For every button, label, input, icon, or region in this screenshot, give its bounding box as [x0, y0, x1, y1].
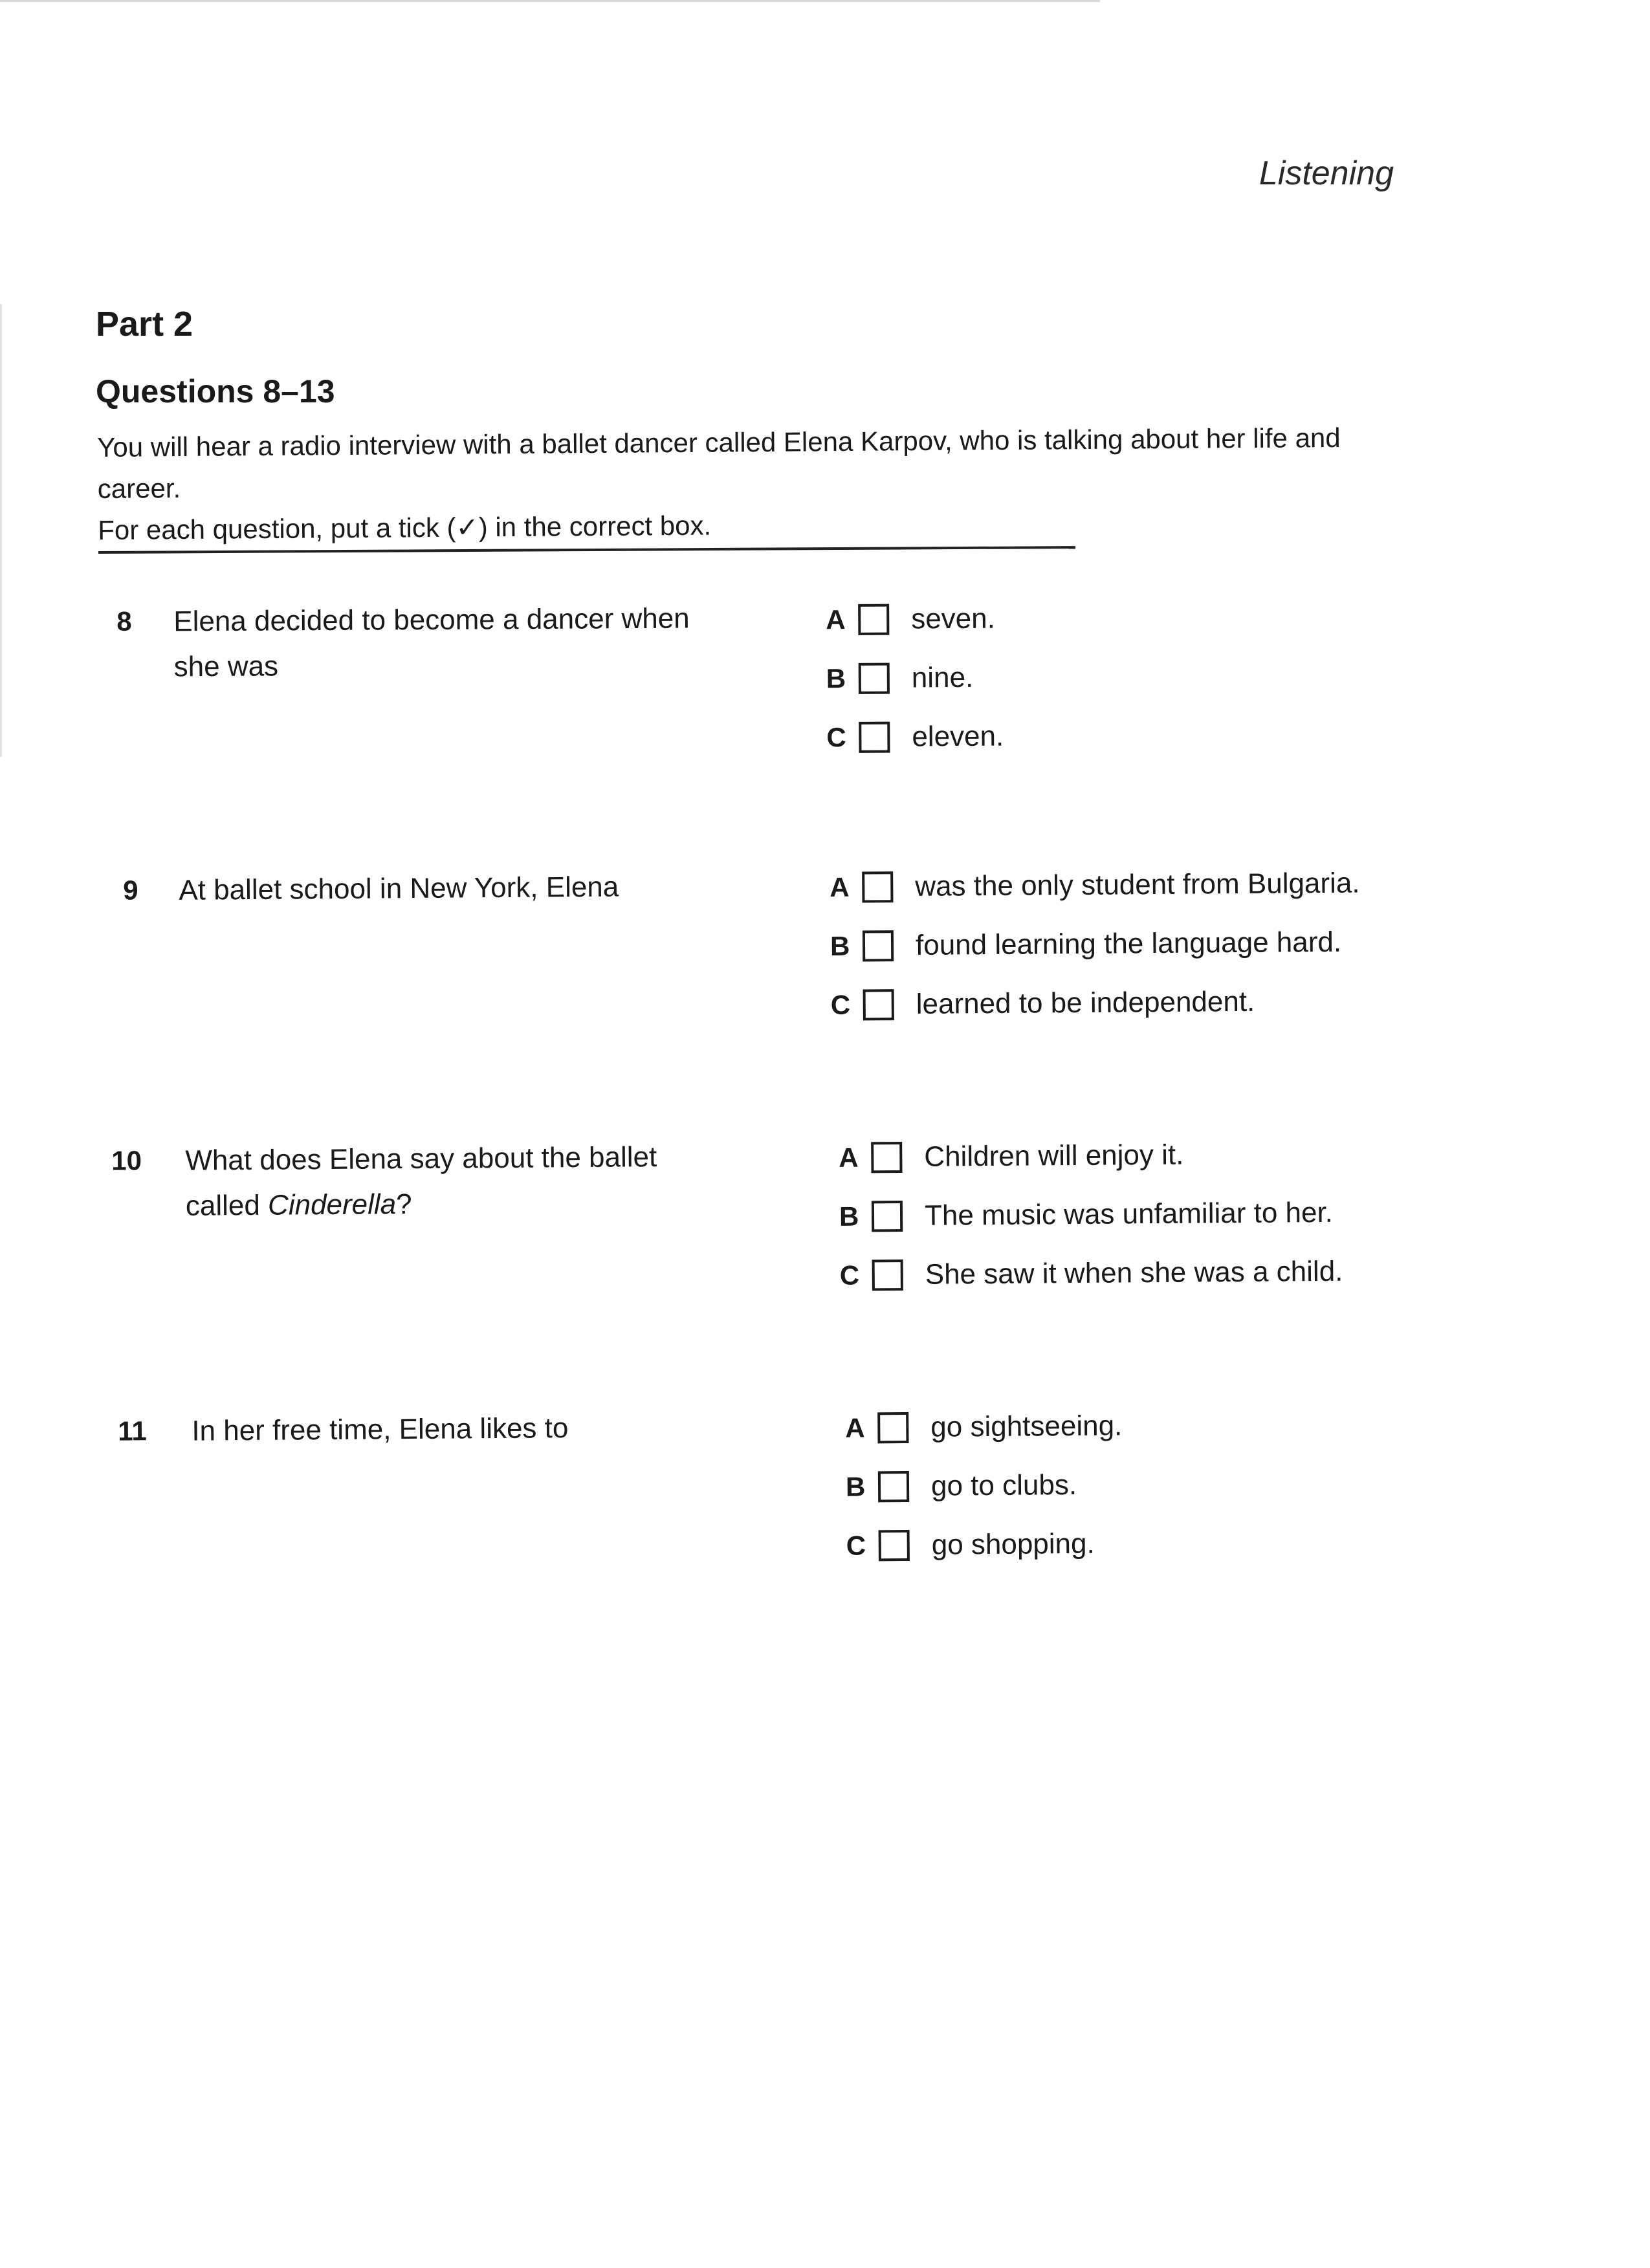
option-letter: A — [839, 1142, 859, 1173]
checkbox-c[interactable] — [879, 1529, 910, 1560]
checkbox-a[interactable] — [862, 871, 893, 902]
option-b — [846, 1455, 1123, 1516]
question-11 — [0, 1392, 1650, 1612]
option-letter: C — [826, 721, 846, 752]
question-9 — [0, 851, 1650, 1071]
option-b — [839, 1183, 1343, 1246]
checkbox-b[interactable] — [859, 662, 890, 693]
option-text: found learning the language hard. — [915, 926, 1342, 961]
checkbox-a[interactable] — [858, 604, 889, 635]
option-letter: B — [830, 930, 850, 961]
option-letter: B — [826, 662, 846, 693]
option-b — [830, 912, 1361, 975]
option-text: learned to be independent. — [916, 985, 1255, 1020]
option-letter: C — [839, 1259, 860, 1291]
question-8 — [0, 585, 1650, 802]
option-text: seven. — [911, 602, 996, 635]
option-letter: A — [830, 871, 850, 902]
answer-options — [830, 853, 1361, 1034]
checkbox-a[interactable] — [877, 1412, 908, 1443]
answer-options — [845, 1396, 1123, 1575]
question-number: 8 — [116, 605, 132, 637]
answer-options — [826, 589, 1004, 767]
section-label: Listening — [1259, 155, 1394, 192]
option-letter: C — [830, 989, 851, 1020]
option-text: nine. — [911, 661, 974, 693]
option-c — [830, 971, 1361, 1034]
option-b — [826, 648, 1004, 708]
option-letter: A — [826, 604, 846, 635]
question-text-end: ? — [395, 1188, 412, 1221]
instructions-block — [97, 417, 1398, 551]
scan-top-edge — [0, 0, 1100, 2]
checkbox-b[interactable] — [878, 1470, 909, 1501]
question-number: 11 — [118, 1415, 147, 1446]
question-10 — [0, 1122, 1650, 1342]
checkbox-b[interactable] — [872, 1201, 903, 1232]
part-title: Part 2 — [96, 305, 193, 343]
question-number: 9 — [123, 875, 138, 906]
ballet-title: Cinderella — [267, 1188, 397, 1221]
option-text: go sightseeing. — [930, 1409, 1123, 1443]
checkbox-b[interactable] — [863, 930, 894, 961]
intro-text: You will hear a radio interview with a ballet dancer called Elena Karpov, who is talking about her life and career. — [97, 422, 1341, 504]
questions-range-heading: Questions 8–13 — [96, 373, 335, 409]
option-letter: C — [846, 1529, 866, 1561]
option-a — [830, 853, 1360, 916]
question-number: 10 — [111, 1145, 142, 1176]
option-text: She saw it when she was a child. — [925, 1255, 1343, 1291]
option-a — [845, 1396, 1123, 1457]
question-text: In her free time, Elena likes to — [192, 1412, 569, 1447]
question-text-start: What does Elena say about the ballet called — [185, 1141, 657, 1222]
option-c — [846, 1514, 1123, 1575]
option-text: was the only student from Bulgaria. — [915, 866, 1360, 902]
question-text: Elena decided to become a dancer when she was — [173, 602, 690, 683]
checkbox-c[interactable] — [863, 989, 894, 1020]
option-letter: B — [845, 1471, 866, 1502]
tick-instruction: For each question, put a tick (✓) in the correct box. — [98, 510, 712, 545]
option-letter: B — [839, 1201, 859, 1232]
option-letter: A — [845, 1412, 865, 1443]
option-a — [826, 589, 1003, 649]
checkbox-c[interactable] — [859, 721, 890, 752]
option-c — [839, 1242, 1343, 1305]
checkbox-c[interactable] — [872, 1259, 903, 1291]
option-c — [826, 707, 1004, 767]
option-text: eleven. — [912, 720, 1004, 752]
option-text: Children will enjoy it. — [924, 1139, 1184, 1173]
option-text: The music was unfamiliar to her. — [924, 1196, 1334, 1232]
checkbox-a[interactable] — [871, 1142, 902, 1173]
option-text: go to clubs. — [930, 1468, 1077, 1502]
option-text: go shopping. — [931, 1527, 1095, 1561]
question-text: At ballet school in New York, Elena — [179, 871, 619, 906]
question-text — [185, 1134, 716, 1228]
option-a — [839, 1124, 1342, 1187]
answer-options — [839, 1124, 1343, 1305]
